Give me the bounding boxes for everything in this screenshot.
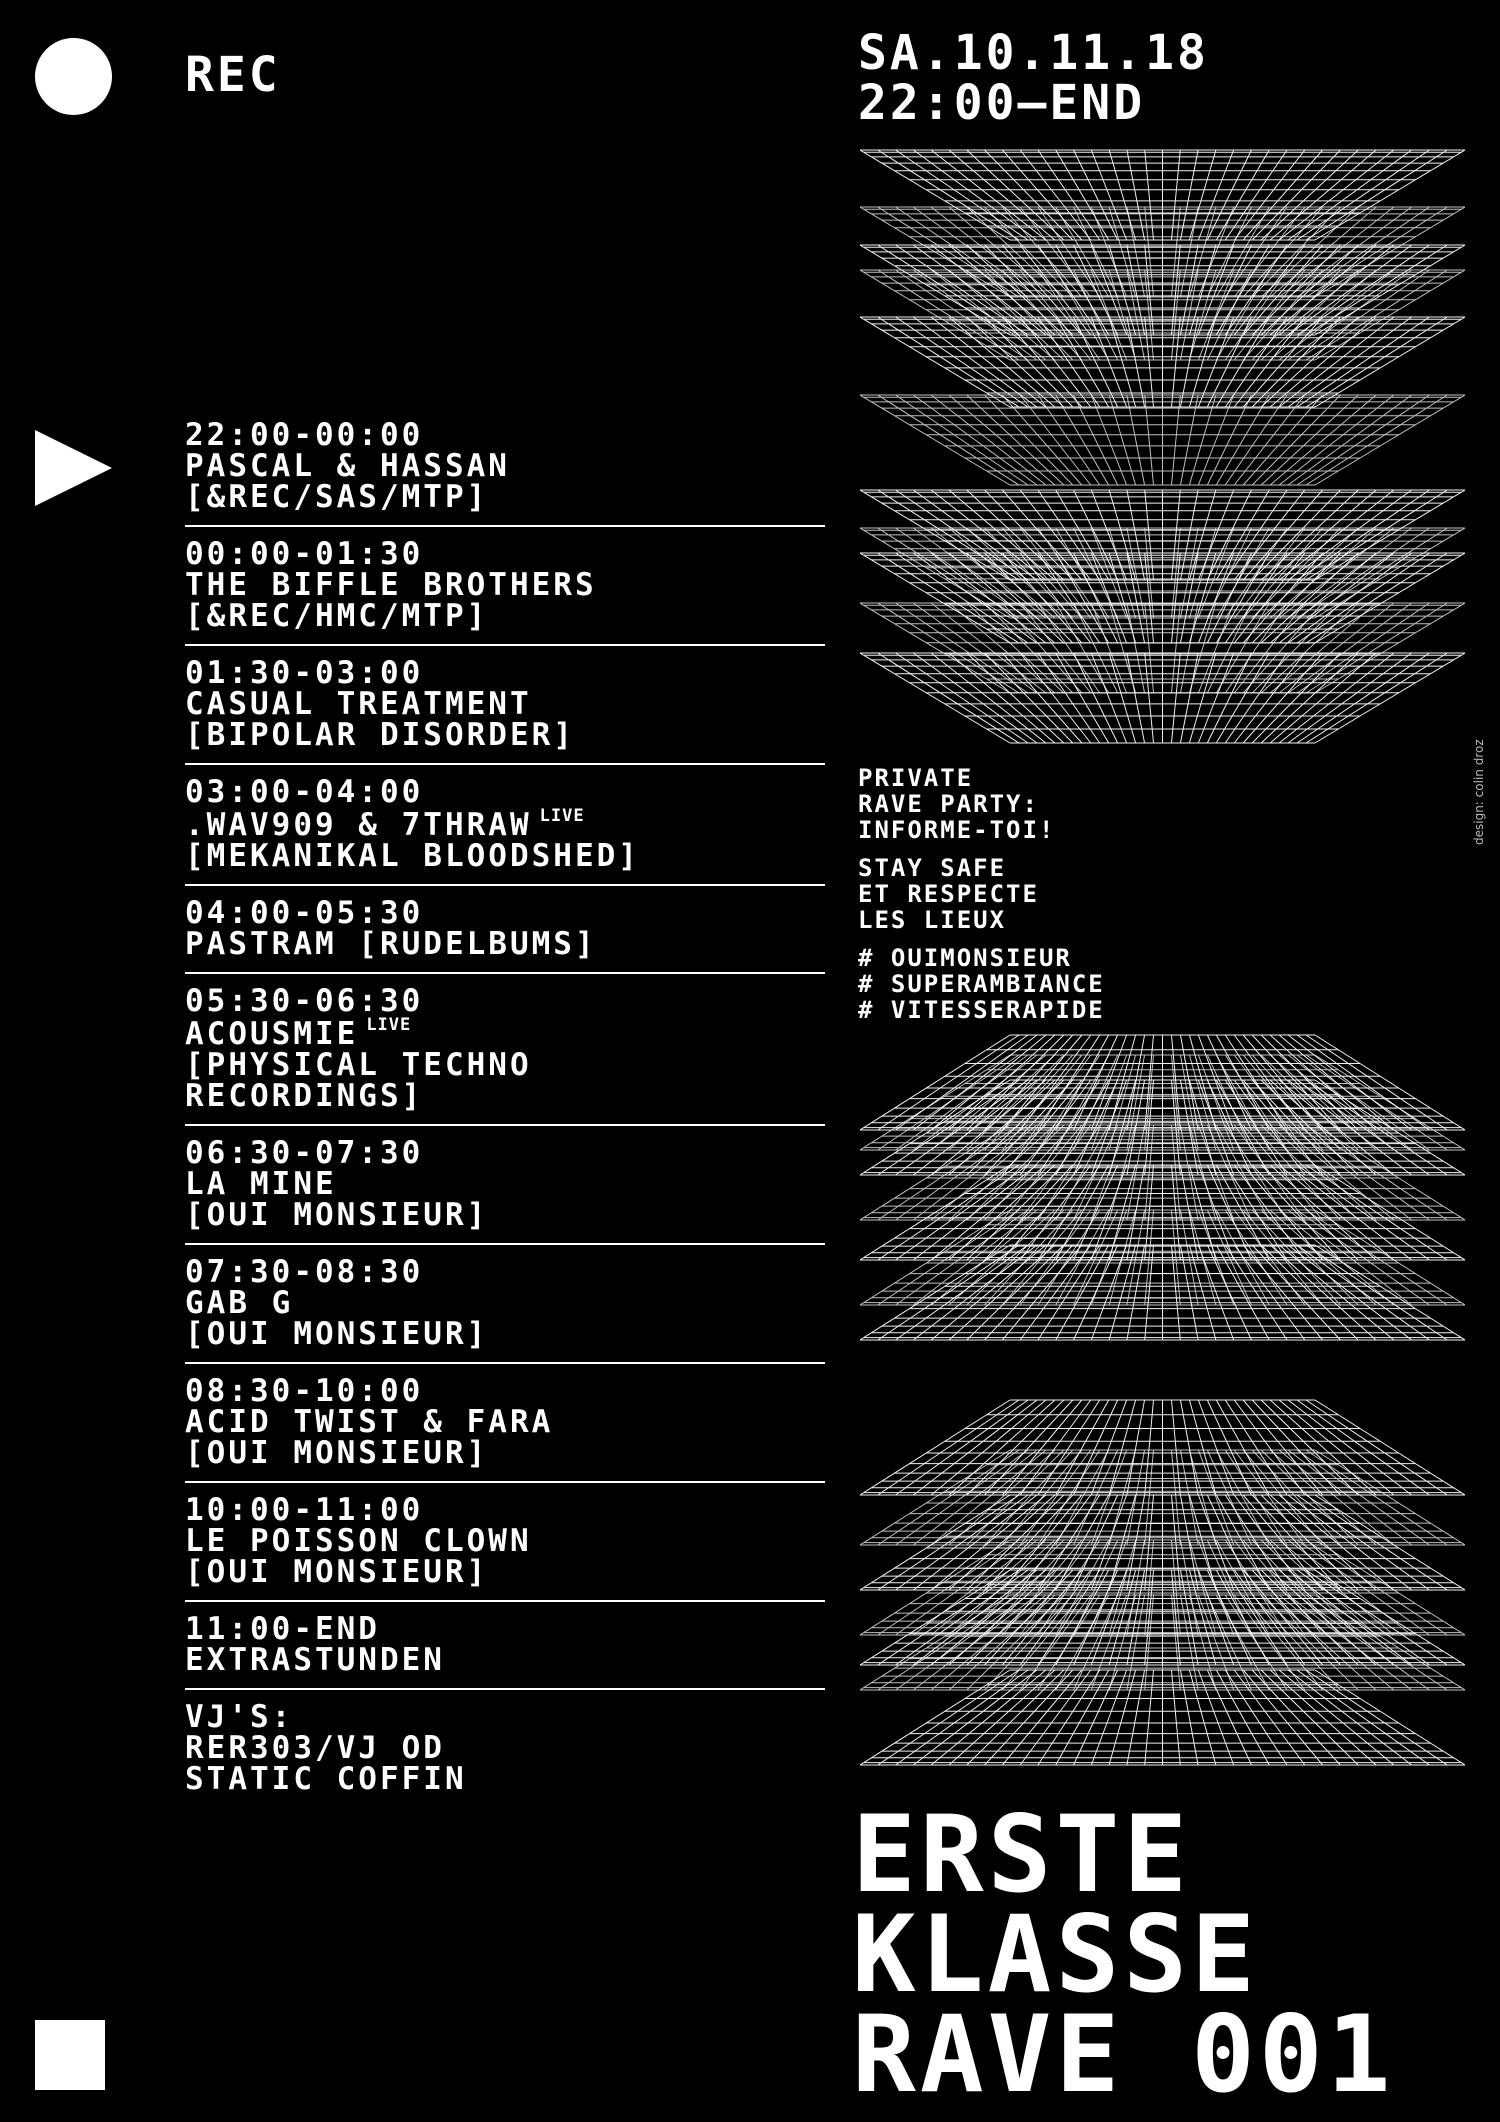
slot-artist: .WAV909 & 7THRAW (185, 807, 532, 843)
slot-artist: LA MINE (185, 1166, 337, 1202)
slot-time: 07:30-08:30 (185, 1254, 424, 1290)
live-badge: LIVE (366, 1015, 412, 1035)
slot-time: 10:00-11:00 (185, 1492, 424, 1528)
title-line: KLASSE (852, 1893, 1259, 2016)
slot-label: [OUI MONSIEUR] (185, 1435, 489, 1471)
lineup-slot (185, 1135, 825, 1245)
event-title (852, 1793, 1395, 2116)
slot-artist: THE BIFFLE BROTHERS (185, 567, 597, 603)
slot-time: 08:30-10:00 (185, 1373, 424, 1409)
lineup-slot (185, 1254, 825, 1364)
slot-artist: PASTRAM [RUDELBUMS] (185, 926, 597, 962)
slot-time: 03:00-04:00 (185, 774, 424, 810)
slot-label: [OUI MONSIEUR] (185, 1197, 489, 1233)
lineup-slot (185, 536, 825, 646)
lineup-slot (185, 774, 825, 886)
lineup-slot (185, 1492, 825, 1602)
lineup-slot (185, 655, 825, 765)
vj-heading: VJ'S: (185, 1699, 294, 1735)
info-line: RAVE PARTY: (858, 790, 1039, 818)
slot-artist: EXTRASTUNDEN (185, 1642, 445, 1678)
lineup-slot (185, 417, 825, 527)
vj-name: STATIC COFFIN (185, 1761, 467, 1797)
slot-time: 05:30-06:30 (185, 983, 424, 1019)
vj-name: RER303/VJ OD (185, 1730, 445, 1766)
play-icon (35, 430, 112, 506)
title-line: RAVE 001 (852, 1993, 1395, 2116)
info-safety (858, 855, 1198, 933)
lineup-slot (185, 983, 825, 1126)
slot-label: [BIPOLAR DISORDER] (185, 717, 575, 753)
lineup-list (185, 417, 825, 1819)
slot-label: [PHYSICAL TECHNO (185, 1047, 532, 1083)
slot-artist: LE POISSON CLOWN (185, 1523, 532, 1559)
lineup-slot (185, 1373, 825, 1483)
grid-plane (860, 1245, 1465, 1340)
rec-label: REC (185, 47, 281, 103)
slot-artist-row (185, 808, 825, 841)
grid-plane (860, 395, 1465, 485)
slot-artist: CASUAL TREATMENT (185, 686, 532, 722)
slot-time: 11:00-END (185, 1611, 380, 1647)
lineup-slot (185, 1611, 825, 1690)
title-line: ERSTE (852, 1793, 1192, 1916)
hashtag: # OUIMONSIEUR (858, 944, 1072, 972)
hashtag: # VITESSERAPIDE (858, 996, 1105, 1024)
slot-label: [OUI MONSIEUR] (185, 1316, 489, 1352)
info-line: LES LIEUX (858, 906, 1007, 934)
lineup-slot (185, 895, 825, 974)
event-time: 22:00—END (858, 75, 1146, 131)
record-dot-icon (35, 38, 112, 115)
slot-time: 04:00-05:30 (185, 895, 424, 931)
info-line: ET RESPECTE (858, 880, 1039, 908)
stop-icon (35, 2020, 105, 2090)
slot-time: 00:00-01:30 (185, 536, 424, 572)
slot-time: 06:30-07:30 (185, 1135, 424, 1171)
slot-artist-row (185, 1017, 825, 1050)
slot-label: [MEKANIKAL BLOODSHED] (185, 838, 640, 874)
info-line: PRIVATE (858, 764, 974, 792)
slot-label: [&REC/HMC/MTP] (185, 598, 489, 634)
live-badge: LIVE (539, 806, 585, 826)
info-private (858, 765, 1198, 843)
event-date: SA.10.11.18 (858, 25, 1209, 81)
slot-label: [OUI MONSIEUR] (185, 1554, 489, 1590)
hashtag: # SUPERAMBIANCE (858, 970, 1105, 998)
slot-artist: ACID TWIST & FARA (185, 1404, 554, 1440)
slot-time: 22:00-00:00 (185, 417, 424, 453)
slot-time: 01:30-03:00 (185, 655, 424, 691)
grid-plane (860, 653, 1465, 743)
slot-label-continued: RECORDINGS] (185, 1078, 424, 1114)
event-datetime (858, 25, 1209, 131)
design-credit: design: colin droz (1472, 739, 1486, 845)
slot-artist: ACOUSMIE (185, 1016, 359, 1052)
slot-artist: GAB G (185, 1285, 294, 1321)
info-hashtags (858, 945, 1198, 1023)
grid-plane (860, 317, 1465, 407)
party-info (858, 765, 1198, 1035)
slot-artist: PASCAL & HASSAN (185, 448, 510, 484)
info-line: STAY SAFE (858, 854, 1007, 882)
slot-label: [&REC/SAS/MTP] (185, 479, 489, 515)
vj-slot (185, 1699, 825, 1807)
info-line: INFORME-TOI! (858, 816, 1056, 844)
grid-plane (860, 1670, 1465, 1765)
